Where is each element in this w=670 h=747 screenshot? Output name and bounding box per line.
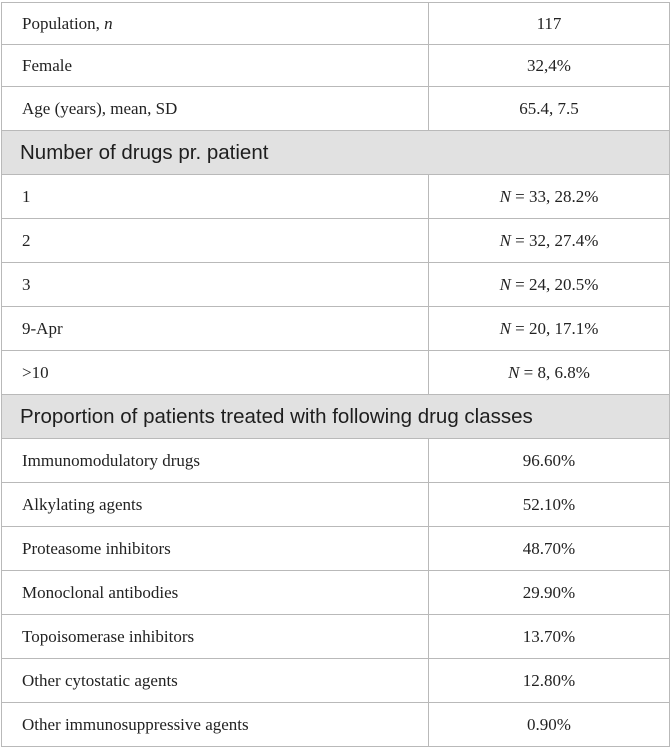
row-value: 0.90%	[429, 703, 670, 747]
row-value: N = 8, 6.8%	[429, 351, 670, 395]
table-row	[2, 263, 670, 307]
row-label: Proteasome inhibitors	[2, 527, 429, 571]
table-row	[2, 527, 670, 571]
row-value: 65.4, 7.5	[429, 87, 670, 131]
table-row	[2, 351, 670, 395]
row-value: N = 32, 27.4%	[429, 219, 670, 263]
row-value: 96.60%	[429, 439, 670, 483]
section-heading: Number of drugs pr. patient	[2, 131, 670, 175]
table-row	[2, 219, 670, 263]
patient-characteristics-table	[1, 2, 670, 747]
row-label: 2	[2, 219, 429, 263]
table-row	[2, 483, 670, 527]
row-value: N = 20, 17.1%	[429, 307, 670, 351]
row-value: 48.70%	[429, 527, 670, 571]
table-row	[2, 3, 670, 45]
row-label: Female	[2, 45, 429, 87]
section-header	[2, 131, 670, 175]
table-row	[2, 703, 670, 747]
section-heading: Proportion of patients treated with following drug classes	[2, 395, 670, 439]
table-row	[2, 45, 670, 87]
row-value: 117	[429, 3, 670, 45]
row-label: Monoclonal antibodies	[2, 571, 429, 615]
row-label: >10	[2, 351, 429, 395]
table-row	[2, 307, 670, 351]
section-header	[2, 395, 670, 439]
row-value: N = 24, 20.5%	[429, 263, 670, 307]
row-label: Population, n	[2, 3, 429, 45]
row-label: 3	[2, 263, 429, 307]
row-label: Alkylating agents	[2, 483, 429, 527]
table-row	[2, 659, 670, 703]
row-value: 12.80%	[429, 659, 670, 703]
table-row	[2, 439, 670, 483]
row-label: Other immunosuppressive agents	[2, 703, 429, 747]
row-value: N = 33, 28.2%	[429, 175, 670, 219]
row-label: Topoisomerase inhibitors	[2, 615, 429, 659]
row-label: 9-Apr	[2, 307, 429, 351]
row-label: Other cytostatic agents	[2, 659, 429, 703]
table-row	[2, 571, 670, 615]
row-value: 29.90%	[429, 571, 670, 615]
row-label: Age (years), mean, SD	[2, 87, 429, 131]
row-label: Immunomodulatory drugs	[2, 439, 429, 483]
table-row	[2, 615, 670, 659]
table-row	[2, 87, 670, 131]
row-label: 1	[2, 175, 429, 219]
table-row	[2, 175, 670, 219]
row-value: 52.10%	[429, 483, 670, 527]
row-value: 32,4%	[429, 45, 670, 87]
row-value: 13.70%	[429, 615, 670, 659]
